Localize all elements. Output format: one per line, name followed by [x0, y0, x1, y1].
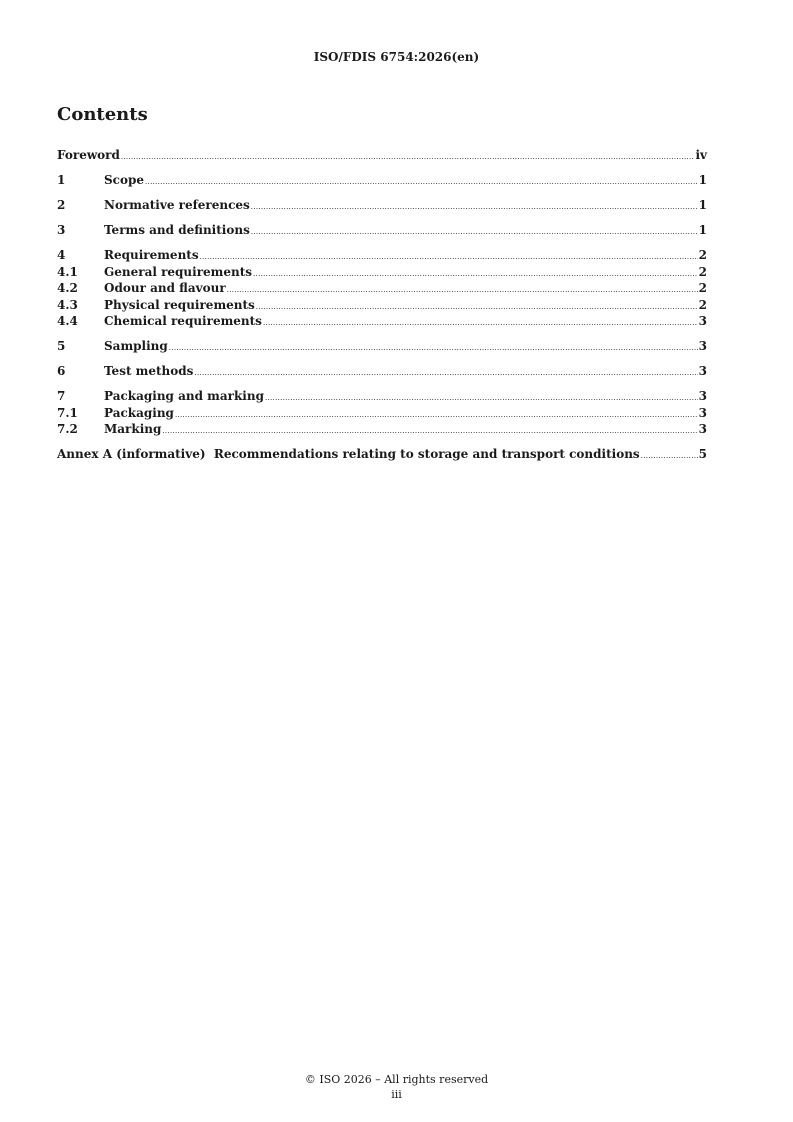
toc-entry-number: 7.1 [57, 405, 78, 420]
page-number: iii [391, 1088, 402, 1101]
toc-entry-number: 6 [57, 364, 66, 379]
toc-leader-dots [253, 266, 698, 283]
toc-entry-number: 7.2 [57, 422, 78, 437]
toc-entry-label: Packaging [104, 405, 174, 420]
toc-entry-page: 3 [698, 364, 707, 379]
page-title: Contents [57, 104, 148, 125]
toc-leader-dots [162, 423, 697, 440]
toc-entry-number: 1 [57, 172, 66, 187]
toc-entry-label: Physical requirements [104, 297, 255, 312]
toc-leader-dots [251, 224, 698, 241]
toc-entry-number: 4 [57, 247, 66, 262]
toc-entry-page: 1 [698, 222, 707, 237]
toc-leader-dots [200, 249, 698, 266]
toc-entry-page: 3 [698, 389, 707, 404]
toc-entry-page: iv [695, 148, 707, 162]
toc-leader-dots [263, 315, 698, 332]
toc-entry-packaging[interactable] [57, 405, 707, 422]
toc-leader-dots [251, 199, 698, 216]
toc-entry-label: Terms and definitions [104, 222, 250, 237]
toc-leader-dots [256, 299, 698, 316]
toc-entry-label: Scope [104, 172, 145, 187]
toc-entry-page: 3 [698, 405, 707, 420]
copyright-notice: © ISO 2026 – All rights reserved [304, 1073, 489, 1086]
toc-entry-page: 2 [698, 281, 707, 296]
toc-entry-number: 2 [57, 197, 66, 212]
toc-entry-label: Chemical requirements [104, 314, 262, 329]
toc-entry-page: 5 [698, 447, 707, 462]
toc-leader-dots [169, 340, 698, 357]
toc-entry-label: Foreword [57, 148, 120, 162]
toc-entry-page: 2 [698, 297, 707, 312]
toc-entry-marking[interactable] [57, 421, 707, 438]
toc-entry-sampling[interactable] [57, 338, 707, 355]
toc-entry-foreword[interactable] [57, 147, 707, 164]
toc-entry-number: 5 [57, 339, 66, 354]
toc-leader-dots [145, 174, 698, 191]
toc-entry-number: 7 [57, 389, 66, 404]
toc-leader-dots [194, 365, 697, 382]
toc-entry-odour-and-flavour[interactable] [57, 280, 707, 297]
toc-entry-label: Normative references [104, 197, 250, 212]
toc-leader-dots [175, 407, 698, 424]
toc-entry-requirements[interactable] [57, 247, 707, 264]
toc-leader-dots [641, 448, 698, 465]
toc-entry-page: 3 [698, 314, 707, 329]
toc-entry-number: 4.3 [57, 297, 78, 312]
toc-entry-annex-a[interactable] [57, 446, 707, 463]
toc-leader-dots [121, 149, 695, 166]
toc-entry-page: 1 [698, 197, 707, 212]
toc-entry-label: General requirements [104, 264, 253, 279]
toc-entry-label: Requirements [104, 247, 199, 262]
toc-entry-scope[interactable] [57, 172, 707, 189]
toc-entry-label: Sampling [104, 339, 168, 354]
toc-entry-test-methods[interactable] [57, 363, 707, 380]
toc-leader-dots [265, 390, 698, 407]
toc-entry-physical-requirements[interactable] [57, 297, 707, 314]
toc-entry-number: 4.1 [57, 264, 78, 279]
toc-entry-label: Marking [104, 422, 162, 437]
toc-entry-label: Test methods [104, 364, 194, 379]
toc-entry-terms-and-definitions[interactable] [57, 222, 707, 239]
toc-entry-normative-references[interactable] [57, 197, 707, 214]
toc-entry-chemical-requirements[interactable] [57, 313, 707, 330]
toc-entry-general-requirements[interactable] [57, 264, 707, 281]
toc-entry-page: 3 [698, 339, 707, 354]
toc-entry-label: Annex A (informative) Recommendations relating to storage and transport conditions [57, 447, 640, 462]
toc-entry-number: 4.2 [57, 281, 78, 296]
toc-entry-page: 1 [698, 172, 707, 187]
toc-entry-page: 2 [698, 247, 707, 262]
toc-entry-page: 2 [698, 264, 707, 279]
page-footer [0, 1072, 793, 1102]
toc-entry-label: Odour and flavour [104, 281, 226, 296]
toc-leader-dots [227, 282, 698, 299]
toc-entry-page: 3 [698, 422, 707, 437]
toc-entry-packaging-and-marking[interactable] [57, 388, 707, 405]
table-of-contents [57, 147, 707, 463]
toc-entry-number: 4.4 [57, 314, 78, 329]
toc-entry-number: 3 [57, 222, 66, 237]
toc-entry-label: Packaging and marking [104, 389, 264, 404]
document-header: ISO/FDIS 6754:2026(en) [313, 50, 480, 64]
